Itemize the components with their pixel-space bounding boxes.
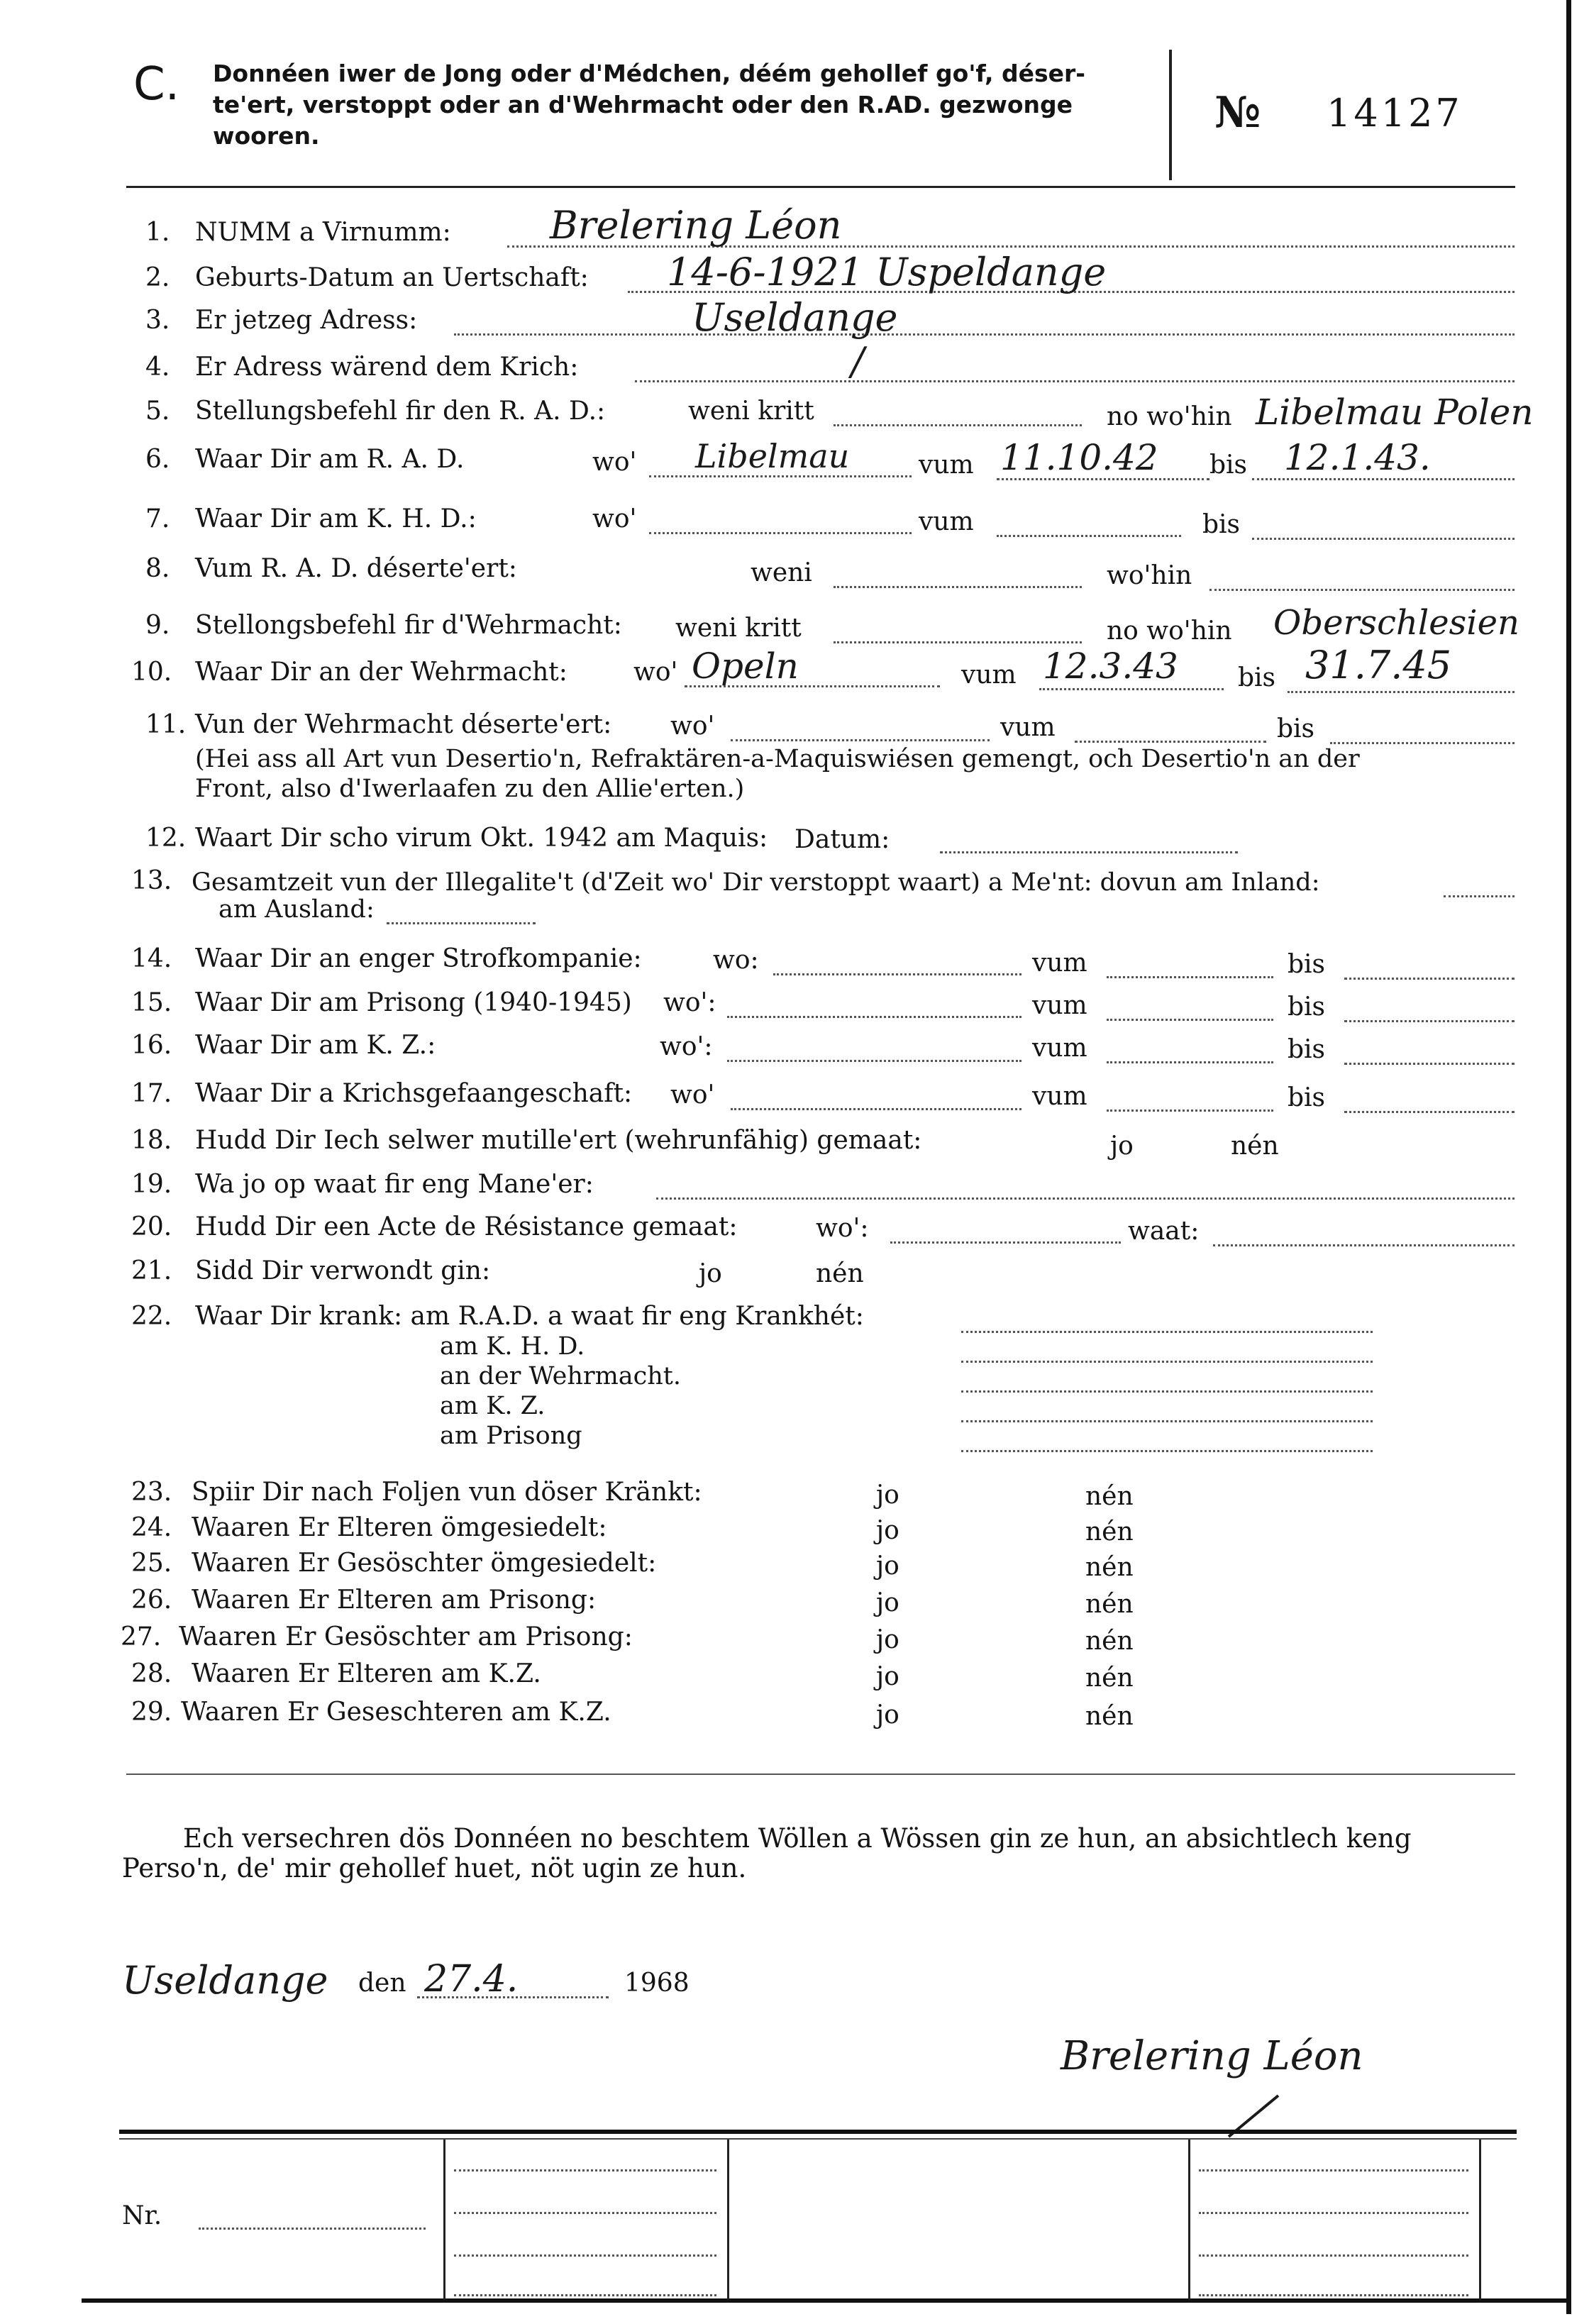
field-label: wo' xyxy=(592,504,637,533)
den-label: den xyxy=(358,1969,406,1998)
field-label: wo' xyxy=(670,1080,715,1110)
fill-line xyxy=(727,1016,1022,1018)
row-label: Waaren Er Elteren am K.Z. xyxy=(192,1659,541,1688)
row-number: 9. xyxy=(145,611,170,640)
fill-line xyxy=(454,333,1515,336)
handwritten-place: Libelmau xyxy=(695,437,850,475)
table-cell-line xyxy=(454,2254,716,2257)
fill-line xyxy=(997,478,1209,480)
fill-line xyxy=(1107,1019,1273,1021)
option-nen[interactable]: nén xyxy=(1085,1664,1134,1693)
field-label: vum xyxy=(1032,991,1087,1020)
field-label: vum xyxy=(1032,1034,1087,1063)
fill-line xyxy=(940,851,1238,853)
fill-line xyxy=(1344,978,1515,980)
option-nen[interactable]: nén xyxy=(1085,1627,1134,1656)
handwritten-destination: Oberschlesien xyxy=(1273,603,1519,643)
option-jo[interactable]: jo xyxy=(876,1551,899,1581)
header-line-2: te'ert, verstoppt oder an d'Wehrmacht oder den R.AD. gezwonge xyxy=(213,91,1073,118)
handwritten-destination: Libelmau Polen xyxy=(1256,392,1534,433)
fill-line xyxy=(1039,688,1224,690)
table-divider xyxy=(1188,2140,1190,2300)
fill-line xyxy=(656,1197,1515,1200)
number-sign: № xyxy=(1214,88,1261,138)
header-divider xyxy=(1169,50,1172,180)
fill-line xyxy=(1330,742,1515,744)
fill-line xyxy=(1344,1063,1515,1065)
row-number: 18. xyxy=(131,1126,172,1155)
row-label: Waar Dir a Krichsgefaangeschaft: xyxy=(195,1079,633,1108)
field-label: bis xyxy=(1288,992,1326,1022)
row-number: 19. xyxy=(131,1170,172,1199)
section-letter: C. xyxy=(133,58,180,111)
row-label: Stellongsbefehl fir d'Wehrmacht: xyxy=(195,611,622,640)
row-label: Waar Dir am Prisong (1940-1945) xyxy=(195,988,632,1017)
row-label: Wa jo op waat fir eng Mane'er: xyxy=(195,1170,594,1199)
table-cell-line xyxy=(1199,2212,1468,2214)
row-label: Waar Dir an enger Strofkompanie: xyxy=(195,944,642,973)
fill-line xyxy=(834,641,1082,643)
row-number: 5. xyxy=(145,397,170,426)
field-label: bis xyxy=(1288,950,1326,979)
page-frame-bottom xyxy=(82,2298,1571,2303)
row-number: 22. xyxy=(131,1302,172,1331)
note-line: Front, also d'Iwerlaafen zu den Allie'erten.) xyxy=(195,775,745,803)
field-label: wo': xyxy=(816,1214,869,1243)
row-label: Waaren Er Gesöschter ömgesiedelt: xyxy=(192,1549,657,1578)
fill-line xyxy=(1252,538,1515,540)
fill-line xyxy=(890,1241,1121,1244)
fill-line xyxy=(731,739,990,741)
fill-line xyxy=(961,1450,1373,1452)
row-number: 3. xyxy=(145,306,170,335)
fill-line xyxy=(961,1331,1373,1333)
table-cell-line xyxy=(454,2169,716,2171)
table-cell-line xyxy=(1199,2294,1468,2296)
fill-line xyxy=(961,1390,1373,1393)
row-number: 29. xyxy=(131,1698,172,1727)
handwritten-to: 31.7.45 xyxy=(1305,643,1452,687)
row-label: Waar Dir am K. H. D.: xyxy=(195,504,477,533)
handwritten-name: Brelering Léon xyxy=(550,203,842,248)
sub-label: am K. H. D. xyxy=(440,1332,585,1361)
field-label: weni kritt xyxy=(675,614,802,643)
handwritten-date: 27.4. xyxy=(424,1958,519,2001)
row-number: 10. xyxy=(131,658,172,687)
field-label: wo': xyxy=(660,1032,713,1061)
fill-line xyxy=(1344,1020,1515,1022)
option-jo[interactable]: jo xyxy=(876,1662,899,1691)
row-label: Waaren Er Geseschteren am K.Z. xyxy=(181,1698,611,1727)
handwritten-war-address: / xyxy=(851,339,865,384)
field-label: vum xyxy=(919,507,974,536)
field-label: wo'hin xyxy=(1107,561,1192,590)
row-label: Hudd Dir Iech selwer mutille'ert (wehrunfähig) gemaat: xyxy=(195,1126,922,1155)
fill-line xyxy=(387,922,536,924)
handwritten-birth: 14-6-1921 Uspeldange xyxy=(667,250,1107,294)
fill-line xyxy=(1344,1111,1515,1113)
fill-line xyxy=(1107,1110,1273,1112)
row-number: 23. xyxy=(131,1478,172,1507)
field-label: wo' xyxy=(633,658,678,687)
field-label: no wo'hin xyxy=(1107,402,1232,431)
row-number: 15. xyxy=(131,988,172,1017)
table-cell-line xyxy=(454,2294,716,2296)
fill-line xyxy=(1107,976,1273,978)
field-label: vum xyxy=(1032,948,1087,978)
year: 1968 xyxy=(624,1969,690,1998)
fill-line xyxy=(1444,895,1515,897)
fill-line xyxy=(1075,741,1266,743)
row-number: 7. xyxy=(145,504,170,533)
field-label: wo' xyxy=(592,448,637,477)
field-label: vum xyxy=(1000,713,1056,742)
row-label: Gesamtzeit vun der Illegalite't (d'Zeit wo' Dir verstoppt waart) a Me'nt: dovun am Inland: xyxy=(192,868,1320,897)
field-label: bis xyxy=(1202,510,1241,539)
sub-label: an der Wehrmacht. xyxy=(440,1362,682,1390)
table-divider xyxy=(727,2140,729,2300)
fill-line xyxy=(1213,1244,1515,1246)
handwritten-place-signed: Useldange xyxy=(122,1958,328,2003)
row-number: 27. xyxy=(121,1622,162,1651)
row-number: 11. xyxy=(145,710,187,739)
nr-label: Nr. xyxy=(122,2201,162,2230)
row-label: Vum R. A. D. déserte'ert: xyxy=(195,554,517,583)
field-label: no wo'hin xyxy=(1107,616,1232,646)
field-label: wo': xyxy=(663,988,716,1017)
option-nen[interactable]: nén xyxy=(1085,1517,1134,1546)
option-jo[interactable]: jo xyxy=(876,1481,899,1510)
row-number: 16. xyxy=(131,1031,172,1060)
option-nen[interactable]: nén xyxy=(1085,1590,1134,1619)
handwritten-address: Useldange xyxy=(692,295,898,340)
option-nen[interactable]: nén xyxy=(816,1259,864,1288)
field-label: wo' xyxy=(670,712,715,741)
option-jo[interactable]: jo xyxy=(876,1625,899,1654)
fill-line xyxy=(727,1060,1022,1062)
row-label: Waaren Er Elteren am Prisong: xyxy=(192,1586,597,1615)
field-label: Datum: xyxy=(794,825,890,854)
row-label: Waar Dir am K. Z.: xyxy=(195,1031,436,1060)
option-nen[interactable]: nén xyxy=(1085,1482,1134,1511)
sub-label: am K. Z. xyxy=(440,1392,546,1420)
row-number: 2. xyxy=(145,263,170,292)
handwritten-to: 12.1.43. xyxy=(1284,437,1431,478)
table-cell-line xyxy=(1199,2169,1468,2171)
header-rule xyxy=(126,186,1515,188)
field-label: bis xyxy=(1277,714,1315,743)
table-top-rule-thin xyxy=(119,2138,1517,2140)
option-nen[interactable]: nén xyxy=(1231,1131,1279,1161)
option-jo[interactable]: jo xyxy=(876,1588,899,1617)
section-rule xyxy=(126,1774,1515,1775)
fill-line xyxy=(635,380,1515,382)
fill-line xyxy=(997,535,1181,537)
field-label: vum xyxy=(1032,1082,1087,1111)
table-cell-line xyxy=(1199,2254,1468,2257)
field-label: bis xyxy=(1209,450,1248,480)
option-nen[interactable]: nén xyxy=(1085,1553,1134,1582)
row-label: Waar Dir krank: am R.A.D. a waat fir eng Krankhét: xyxy=(195,1302,864,1331)
sub-label: am Prisong xyxy=(440,1422,582,1450)
table-divider xyxy=(1479,2140,1481,2300)
declaration-line-1: Ech versechren dös Donnéen no beschtem Wöllen a Wössen gin ze hun, an absichtlech keng xyxy=(183,1823,1412,1854)
table-cell-line xyxy=(454,2212,716,2214)
field-label: waat: xyxy=(1128,1217,1200,1246)
row-label: Vun der Wehrmacht déserte'ert: xyxy=(195,710,612,739)
row-label: Er Adress wärend dem Krich: xyxy=(195,353,579,382)
fill-line xyxy=(1107,1061,1273,1063)
field-label: weni xyxy=(751,558,812,587)
handwritten-place: Opeln xyxy=(692,646,799,687)
row-label: Waaren Er Elteren ömgesiedelt: xyxy=(192,1513,607,1542)
fill-line xyxy=(731,1108,1022,1110)
option-jo[interactable]: jo xyxy=(876,1516,899,1545)
row-number: 17. xyxy=(131,1079,172,1108)
option-jo[interactable]: jo xyxy=(876,1700,899,1730)
row-number: 26. xyxy=(131,1586,172,1615)
fill-line xyxy=(834,586,1082,588)
row-label: Spiir Dir nach Foljen vun döser Kränkt: xyxy=(192,1478,702,1507)
handwritten-from: 12.3.43 xyxy=(1043,646,1178,687)
row-label: Hudd Dir een Acte de Résistance gemaat: xyxy=(195,1212,738,1241)
declaration-line-2: Perso'n, de' mir gehollef huet, nöt ugin ze hun. xyxy=(122,1853,747,1883)
field-label: vum xyxy=(961,660,1017,690)
row-label: Geburts-Datum an Uertschaft: xyxy=(195,263,589,292)
document-number: 14127 xyxy=(1327,91,1463,135)
row-number: 1. xyxy=(145,218,170,247)
handwritten-from: 11.10.42 xyxy=(1000,437,1158,478)
fill-line xyxy=(834,424,1082,426)
table-divider xyxy=(443,2140,445,2300)
row-label: Stellungsbefehl fir den R. A. D.: xyxy=(195,397,606,426)
row-number: 12. xyxy=(145,824,187,853)
field-label: bis xyxy=(1288,1035,1326,1064)
table-top-rule xyxy=(119,2130,1517,2134)
row-label: Waart Dir scho virum Okt. 1942 am Maquis: xyxy=(195,824,768,853)
fill-line xyxy=(961,1361,1373,1363)
row-number: 20. xyxy=(131,1212,172,1241)
header-line-3: wooren. xyxy=(213,122,320,150)
row-number: 8. xyxy=(145,554,170,583)
field-label: bis xyxy=(1288,1083,1326,1112)
row-label: Waar Dir am R. A. D. xyxy=(195,445,465,474)
option-jo[interactable]: jo xyxy=(699,1259,722,1288)
header-line-1: Donnéen iwer de Jong oder d'Médchen, déém gehollef go'f, déser- xyxy=(213,60,1085,87)
row-number: 24. xyxy=(131,1513,172,1542)
page-frame-right xyxy=(1566,0,1571,2314)
row-number: 14. xyxy=(131,944,172,973)
field-label: weni kritt xyxy=(688,397,814,426)
row-number: 13. xyxy=(131,866,172,895)
signature-stroke xyxy=(1220,2093,1284,2142)
field-label: vum xyxy=(919,450,974,480)
option-jo[interactable]: jo xyxy=(1110,1131,1134,1161)
row-number: 28. xyxy=(131,1659,172,1688)
note-line: am Ausland: xyxy=(218,895,375,924)
field-label: wo: xyxy=(713,946,759,975)
row-number: 4. xyxy=(145,353,170,382)
row-label: Sidd Dir verwondt gin: xyxy=(195,1256,491,1285)
fill-line xyxy=(649,475,912,477)
note-line: (Hei ass all Art vun Desertio'n, Refraktären-a-Maquiswiésen gemengt, och Desertio'n an der xyxy=(195,745,1360,773)
fill-line xyxy=(1252,478,1515,480)
field-label: bis xyxy=(1238,663,1276,692)
option-nen[interactable]: nén xyxy=(1085,1702,1134,1731)
row-number: 21. xyxy=(131,1256,172,1285)
fill-line xyxy=(1288,691,1515,693)
signature: Brelering Léon xyxy=(1061,2033,1363,2079)
fill-line xyxy=(1209,589,1515,591)
row-label: Er jetzeg Adress: xyxy=(195,306,418,335)
row-label: Waaren Er Gesöschter am Prisong: xyxy=(179,1622,633,1651)
fill-line xyxy=(199,2228,426,2230)
fill-line xyxy=(961,1420,1373,1422)
row-number: 25. xyxy=(131,1549,172,1578)
fill-line xyxy=(649,532,912,534)
row-label: Waar Dir an der Wehrmacht: xyxy=(195,658,568,687)
fill-line xyxy=(773,973,1022,975)
row-label: NUMM a Virnumm: xyxy=(195,218,451,247)
row-number: 6. xyxy=(145,445,170,474)
